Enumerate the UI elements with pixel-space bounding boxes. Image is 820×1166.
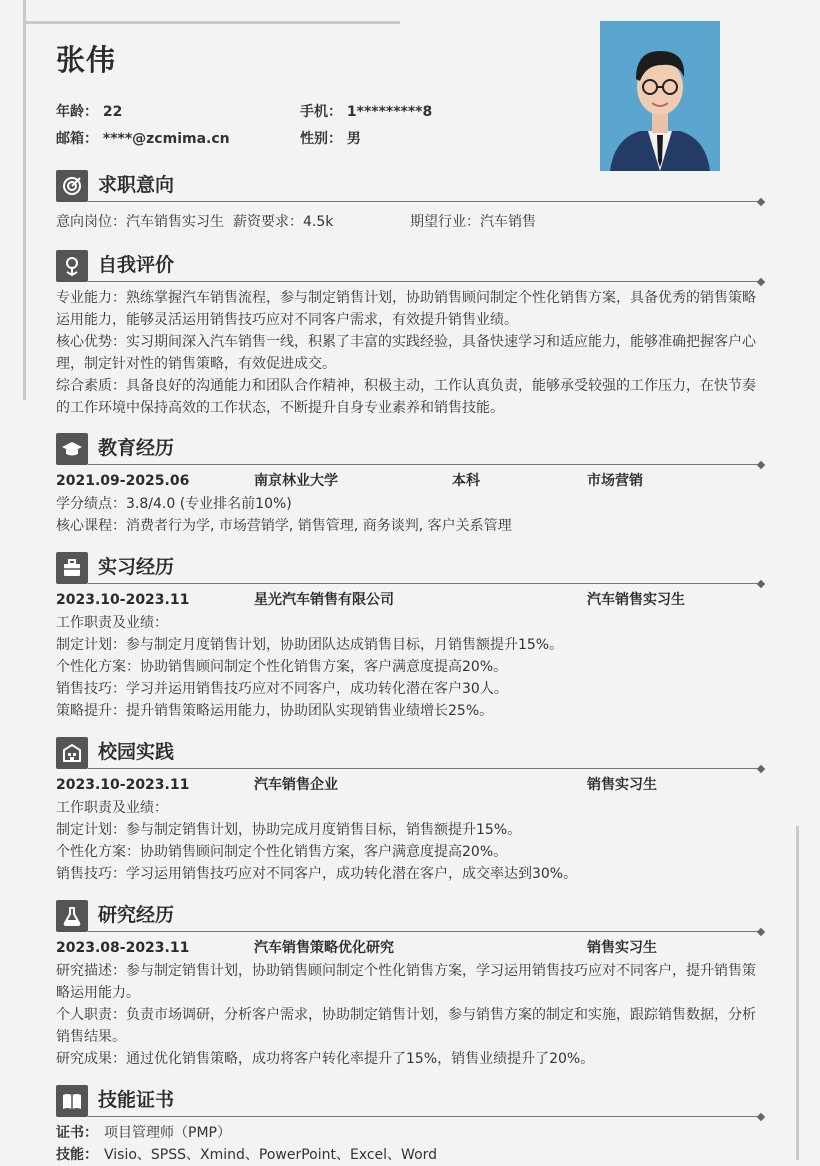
internship-period: 2023.10-2023.11	[56, 592, 190, 608]
research-period: 2023.08-2023.11	[56, 940, 190, 956]
cert-row: 证书： 项目管理师（PMP）	[56, 1125, 231, 1141]
education-degree: 本科	[452, 473, 480, 489]
section-header	[56, 250, 764, 282]
internship-line: 工作职责及业绩：	[56, 615, 168, 631]
intent-row	[56, 211, 764, 233]
book-icon	[56, 1085, 88, 1117]
self-eval-paragraph: 核心优势：实习期间深入汽车销售一线，积累了丰富的实践经验，具备快速学习和适应能力，能够准确把握客户心理，制定针对性的销售策略，有效促进成交。	[56, 334, 756, 372]
section-title: 研究经历	[98, 904, 175, 926]
self-eval-paragraph: 专业能力：熟练掌握汽车销售流程，参与制定销售计划，协助销售顾问制定个性化销售方案，具备优秀的销售策略运用能力，能够灵活运用销售技巧应对不同客户需求，有效提升销售业绩。	[56, 290, 756, 328]
education-period: 2021.09-2025.06	[56, 473, 190, 489]
section-title: 实习经历	[98, 556, 175, 578]
skill-row: 技能： Visio、SPSS、Xmind、PowerPoint、Excel、Word	[56, 1147, 438, 1163]
internship-row	[56, 589, 764, 611]
section-research	[56, 900, 764, 1070]
section-header	[56, 1085, 764, 1117]
avatar-photo	[600, 21, 720, 171]
internship-role: 汽车销售实习生	[587, 592, 685, 608]
section-title: 教育经历	[98, 437, 175, 459]
section-skills	[56, 1085, 764, 1166]
research-line: 研究描述：参与制定销售计划，协助销售顾问制定个性化销售方案，学习运用销售技巧应对不同客户，提升销售策略运用能力。	[56, 963, 756, 1001]
section-header	[56, 433, 764, 465]
research-details	[56, 960, 764, 1070]
internship-line: 制定计划：参与制定月度销售计划，协助团队达成销售目标，月销售额提升15%。	[56, 637, 564, 653]
candidate-name: 张伟	[56, 43, 117, 77]
age-info: 年龄： 22	[56, 104, 123, 120]
building-icon	[56, 737, 88, 769]
briefcase-icon	[56, 552, 88, 584]
skill-value: Visio、SPSS、Xmind、PowerPoint、Excel、Word	[104, 1147, 438, 1163]
research-role: 销售实习生	[587, 940, 657, 956]
education-row	[56, 470, 764, 492]
section-title: 求职意向	[98, 174, 175, 196]
decor-line-left	[23, 0, 26, 400]
campus-details	[56, 797, 764, 885]
section-header	[56, 900, 764, 932]
education-school: 南京林业大学	[254, 473, 338, 489]
campus-org: 汽车销售企业	[254, 777, 338, 793]
section-internship	[56, 552, 764, 722]
decor-line-top	[23, 21, 400, 24]
graduation-cap-icon	[56, 433, 88, 465]
research-line: 研究成果：通过优化销售策略，成功将客户转化率提升了15%，销售业绩提升了20%。	[56, 1051, 595, 1067]
section-title: 技能证书	[98, 1089, 175, 1111]
campus-line: 销售技巧：学习运用销售技巧应对不同客户，成功转化潜在客户，成交率达到30%。	[56, 866, 578, 882]
internship-company: 星光汽车销售有限公司	[254, 592, 394, 608]
education-line: 核心课程：消费者行为学, 市场营销学, 销售管理, 商务谈判, 客户关系管理	[56, 518, 512, 534]
section-self-eval	[56, 250, 764, 419]
section-title: 校园实践	[98, 741, 175, 763]
section-education	[56, 433, 764, 537]
intent-industry: 期望行业：汽车销售	[410, 214, 536, 230]
intent-salary: 薪资要求：4.5k	[233, 214, 334, 230]
research-row	[56, 937, 764, 959]
section-header	[56, 552, 764, 584]
flower-icon	[56, 250, 88, 282]
campus-row	[56, 774, 764, 796]
internship-line: 个性化方案：协助销售顾问制定个性化销售方案，客户满意度提高20%。	[56, 659, 508, 675]
campus-line: 个性化方案：协助销售顾问制定个性化销售方案，客户满意度提高20%。	[56, 844, 508, 860]
gender-info: 性别： 男	[300, 131, 361, 147]
section-header	[56, 170, 764, 202]
cert-value: 项目管理师（PMP）	[104, 1125, 231, 1141]
campus-role: 销售实习生	[587, 777, 657, 793]
self-eval-body	[56, 287, 764, 419]
intent-position: 意向岗位：汽车销售实习生	[56, 214, 224, 230]
self-eval-paragraph: 综合素质：具备良好的沟通能力和团队合作精神，积极主动，工作认真负责，能够承受较强的工作压力，在快节奏的工作环境中保持高效的工作状态，不断提升自身专业素养和销售技能。	[56, 378, 756, 416]
campus-period: 2023.10-2023.11	[56, 777, 190, 793]
education-details	[56, 493, 764, 537]
section-header	[56, 737, 764, 769]
section-campus	[56, 737, 764, 885]
section-title: 自我评价	[98, 254, 175, 276]
campus-line: 工作职责及业绩：	[56, 800, 168, 816]
decor-line-right	[796, 826, 799, 1160]
education-major: 市场营销	[587, 473, 643, 489]
phone-info: 手机： 1*********8	[300, 104, 433, 120]
email-info: 邮箱： ****@zcmima.cn	[56, 131, 230, 147]
internship-line: 策略提升：提升销售策略运用能力，协助团队实现销售业绩增长25%。	[56, 703, 494, 719]
target-icon	[56, 170, 88, 202]
flask-icon	[56, 900, 88, 932]
campus-line: 制定计划：参与制定销售计划，协助完成月度销售目标，销售额提升15%。	[56, 822, 522, 838]
internship-line: 销售技巧：学习并运用销售技巧应对不同客户，成功转化潜在客户30人。	[56, 681, 508, 697]
section-intent	[56, 170, 764, 233]
education-line: 学分绩点：3.8/4.0 (专业排名前10%)	[56, 496, 292, 512]
research-line: 个人职责：负责市场调研，分析客户需求，协助制定销售计划，参与销售方案的制定和实施，跟踪销售数据，分析销售结果。	[56, 1007, 756, 1045]
research-project: 汽车销售策略优化研究	[254, 940, 394, 956]
internship-details	[56, 612, 764, 722]
